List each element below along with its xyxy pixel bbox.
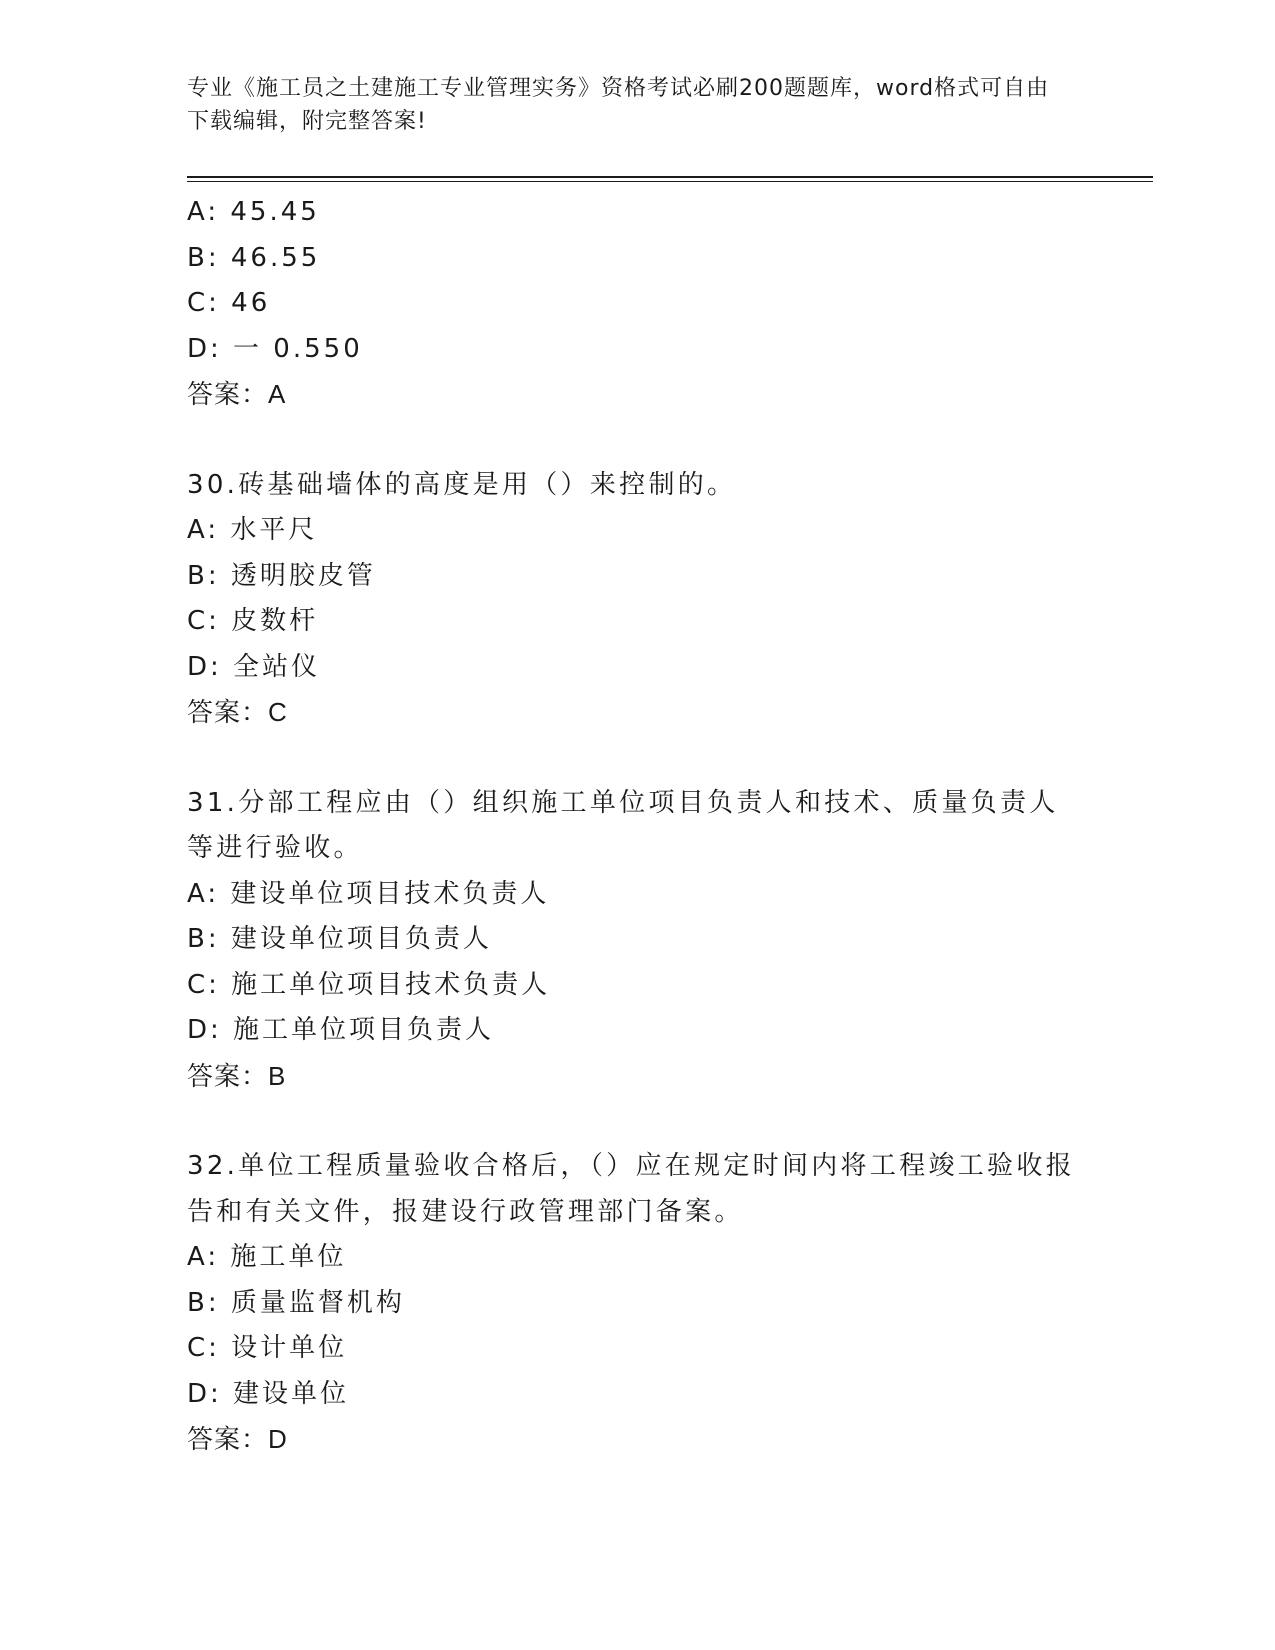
option-b: B: 透明胶皮管 [187,560,376,591]
question-list [187,190,1087,1463]
option-d: D: 建设单位 [187,1378,350,1409]
option-a: A: 水平尺 [187,515,318,545]
question-text: 32.单位工程质量验收合格后，（）应在规定时间内将工程竣工验收报告和有关文件，报建设行政管理部门备案。 [187,1151,1075,1227]
answer-line: 答案：B [187,1060,287,1091]
question-block-32 [187,1144,1087,1463]
option-a: A: 建设单位项目技术负责人 [187,878,550,909]
option-c: C: 皮数杆 [187,606,319,636]
document-header: 专业《施工员之土建施工专业管理实务》资格考试必刷200题题库，word格式可自由下载编辑，附完整答案! [187,76,1050,134]
question-text: 30.砖基础墙体的高度是用（）来控制的。 [187,469,737,500]
option-c: C: 施工单位项目技术负责人 [187,969,551,1000]
spacer [187,1099,1087,1144]
question-text: 31.分部工程应由（）组织施工单位项目负责人和技术、质量负责人等进行验收。 [187,787,1059,863]
answer-line: 答案：C [187,697,288,727]
option-b: B: 建设单位项目负责人 [187,924,492,954]
option-a: A: 45.45 [187,197,320,227]
option-d: D: 全站仪 [187,651,321,682]
question-block-31 [187,781,1087,1100]
option-d: D: 施工单位项目负责人 [187,1015,495,1045]
option-b: B: 质量监督机构 [187,1287,405,1318]
question-block-29 [187,190,1087,418]
option-d: D: 一 0.550 [187,333,363,364]
option-c: C: 46 [187,288,271,318]
spacer [187,736,1087,781]
option-a: A: 施工单位 [187,1242,347,1272]
header-rule-thick [187,176,1153,178]
answer-line: 答案：D [187,1424,288,1454]
option-c: C: 设计单位 [187,1333,348,1363]
option-b: B: 46.55 [187,242,321,273]
question-block-30 [187,463,1087,736]
header-rule-thin [187,181,1153,182]
spacer [187,418,1087,463]
answer-line: 答案：A [187,379,287,409]
